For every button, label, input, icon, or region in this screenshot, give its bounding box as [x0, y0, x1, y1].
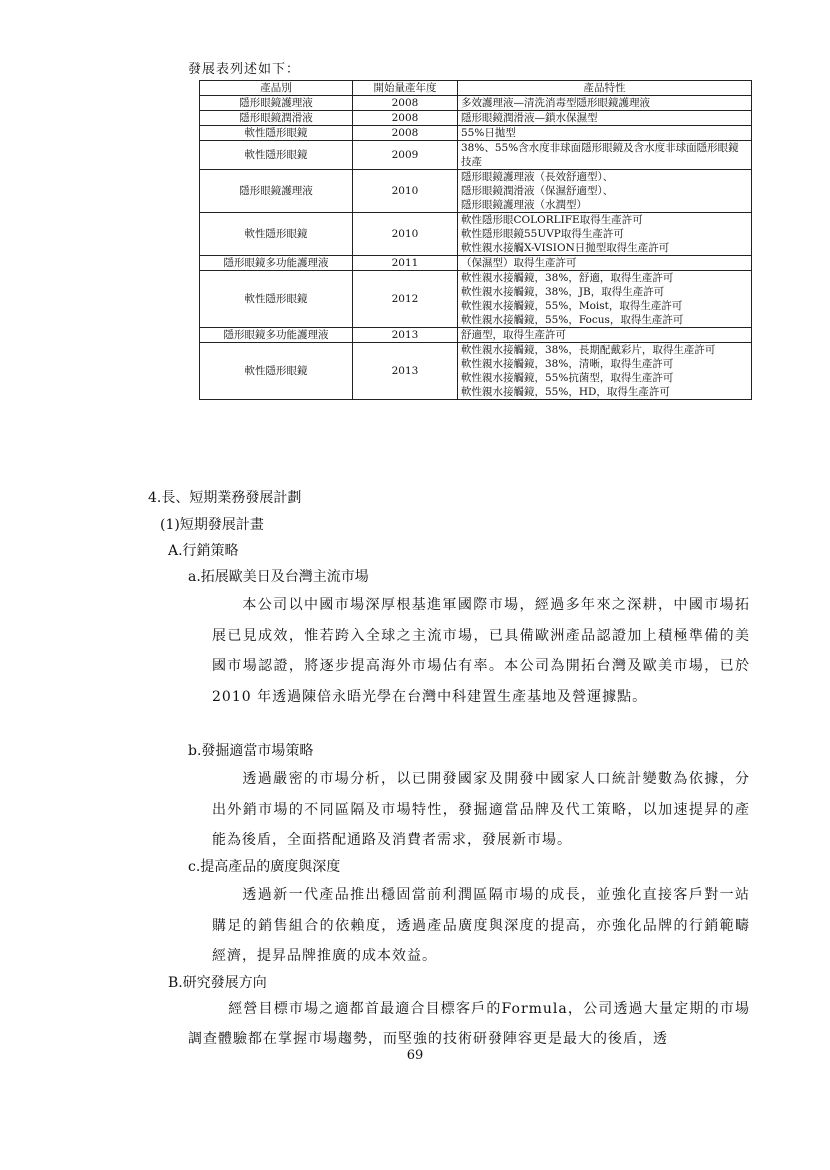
feature-line: 軟性親水接觸鏡，38%，清晰，取得生產許可 — [461, 358, 674, 370]
sub-title: (1)短期發展計畫 — [160, 517, 264, 533]
feature-line: 舒適型，取得生產許可 — [461, 329, 566, 341]
cell-product: 軟性隱形眼鏡 — [200, 343, 353, 400]
feature-line: 軟性親水接觸鏡，55%，Moist，取得生產許可 — [461, 300, 683, 312]
cell-features — [458, 213, 752, 256]
cell-features — [458, 271, 752, 328]
table-row — [200, 126, 752, 141]
page-number: 69 — [406, 1048, 424, 1063]
heading-rd-direction: B.研究發展方向 — [168, 975, 267, 991]
feature-line: 隱形眼鏡潤滑液—鎖水保濕型 — [461, 112, 598, 124]
item-c-text: 透過新一代產品推出穩固當前利潤區隔市場的成長，並強化直接客戶對一站購足的銷售組合的依賴度，透過產品廣度與深度的提高，亦強化品牌的行銷範疇經濟，提昇品牌推廣的成本效益。 — [212, 887, 750, 964]
feature-line: 軟性親水接觸鏡，38%，舒適，取得生產許可 — [461, 272, 674, 284]
header-features: 產品特性 — [458, 81, 752, 96]
cell-year: 2013 — [353, 343, 458, 400]
cell-product: 隱形眼鏡多功能護理液 — [200, 256, 353, 271]
item-c-paragraph — [212, 880, 750, 972]
section-title: 4.長、短期業務發展計劃 — [148, 490, 302, 506]
feature-line: 38%、55%含水度非球面隱形眼鏡及含水度非球面隱形眼鏡技產 — [461, 142, 739, 168]
cell-features — [458, 328, 752, 343]
feature-line: 軟性隱形眼COLORLIFE取得生產許可 — [461, 214, 643, 226]
cell-features — [458, 343, 752, 400]
feature-line: 軟性親水接觸鏡，55%抗菌型，取得生產許可 — [461, 372, 674, 384]
rd-paragraph — [188, 994, 750, 1054]
cell-year: 2009 — [353, 141, 458, 170]
cell-year: 2013 — [353, 328, 458, 343]
table-header-row — [200, 81, 752, 96]
cell-product: 隱形眼鏡多功能護理液 — [200, 328, 353, 343]
table-row — [200, 328, 752, 343]
table-row — [200, 111, 752, 126]
cell-product: 軟性隱形眼鏡 — [200, 213, 353, 256]
rd-text: 經營目標市場之適都首最適合目標客戶的Formula，公司透過大量定期的市場調查體驗都在掌握市場趨勢，而堅強的技術研發陣容更是最大的後盾，透 — [188, 1001, 750, 1047]
feature-line: 隱形眼鏡潤滑液（保濕舒適型）、 — [461, 185, 614, 197]
table-row — [200, 96, 752, 111]
cell-product: 軟性隱形眼鏡 — [200, 141, 353, 170]
cell-features — [458, 126, 752, 141]
intro-text: 發展表列述如下： — [188, 62, 301, 77]
table-row — [200, 343, 752, 400]
cell-product: 隱形眼鏡護理液 — [200, 96, 353, 111]
feature-line: 軟性隱形眼鏡55UVP取得生產許可 — [461, 228, 624, 240]
feature-line: 軟性親水接觸鏡，55%，HD，取得生產許可 — [461, 386, 670, 398]
feature-line: 55%日拋型 — [461, 127, 516, 139]
product-table — [199, 80, 752, 400]
feature-line: 軟性親水接觸鏡，38%，JB，取得生產許可 — [461, 286, 665, 298]
cell-year: 2008 — [353, 96, 458, 111]
table-row — [200, 271, 752, 328]
item-c-title: c.提高產品的廣度與深度 — [188, 859, 341, 875]
cell-product: 軟性隱形眼鏡 — [200, 126, 353, 141]
cell-year: 2011 — [353, 256, 458, 271]
heading-marketing-strategy: A.行銷策略 — [168, 543, 239, 559]
header-product: 產品別 — [200, 81, 353, 96]
cell-product: 隱形眼鏡潤滑液 — [200, 111, 353, 126]
feature-line: 隱形眼鏡護理液（水潤型） — [461, 199, 587, 211]
item-a-text: 本公司以中國市場深厚根基進軍國際市場，經過多年來之深耕，中國市場拓展已見成效，惟若跨入全球之主流市場，已具備歐洲產品認證加上積極準備的美國市場認證，將逐步提高海外市場佔有率。本公司為開拓台灣及歐美市場，已於 2010 年透過陳倍永晤光學在台灣中科建置生產基地及營運據點。 — [212, 597, 750, 705]
cell-features — [458, 111, 752, 126]
feature-line: 軟性親水接觸鏡，55%，Focus，取得生產許可 — [461, 314, 684, 326]
table-row — [200, 256, 752, 271]
cell-year: 2010 — [353, 213, 458, 256]
item-b-title: b.發掘適當市場策略 — [188, 743, 314, 759]
header-year: 開始量產年度 — [353, 81, 458, 96]
item-a-title: a.拓展歐美日及台灣主流市場 — [188, 569, 369, 585]
cell-year: 2008 — [353, 111, 458, 126]
cell-year: 2008 — [353, 126, 458, 141]
table-row — [200, 213, 752, 256]
cell-product: 隱形眼鏡護理液 — [200, 170, 353, 213]
table-row — [200, 170, 752, 213]
feature-line: （保濕型）取得生產許可 — [461, 257, 577, 269]
feature-line: 軟性親水接觸鏡，38%，長期配戴彩片，取得生產許可 — [461, 344, 716, 356]
cell-year: 2012 — [353, 271, 458, 328]
cell-features — [458, 141, 752, 170]
cell-year: 2010 — [353, 170, 458, 213]
item-b-text: 透過嚴密的市場分析，以已開發國家及開發中國家人口統計變數為依據，分出外銷市場的不同區隔及市場特性，發掘適當品牌及代工策略，以加速提昇的產能為後盾，全面搭配通路及消費者需求，發展新市場。 — [212, 771, 750, 848]
item-a-paragraph — [212, 590, 750, 712]
cell-features — [458, 96, 752, 111]
feature-line: 軟性親水接觸X-VISION日拋型取得生產許可 — [461, 242, 670, 254]
feature-line: 隱形眼鏡護理液（長效舒適型）、 — [461, 171, 614, 183]
table-row — [200, 141, 752, 170]
feature-line: 多效護理液—清洗消毒型隱形眼鏡護理液 — [461, 97, 650, 109]
cell-features — [458, 256, 752, 271]
cell-product: 軟性隱形眼鏡 — [200, 271, 353, 328]
cell-features — [458, 170, 752, 213]
item-b-paragraph — [212, 764, 750, 856]
